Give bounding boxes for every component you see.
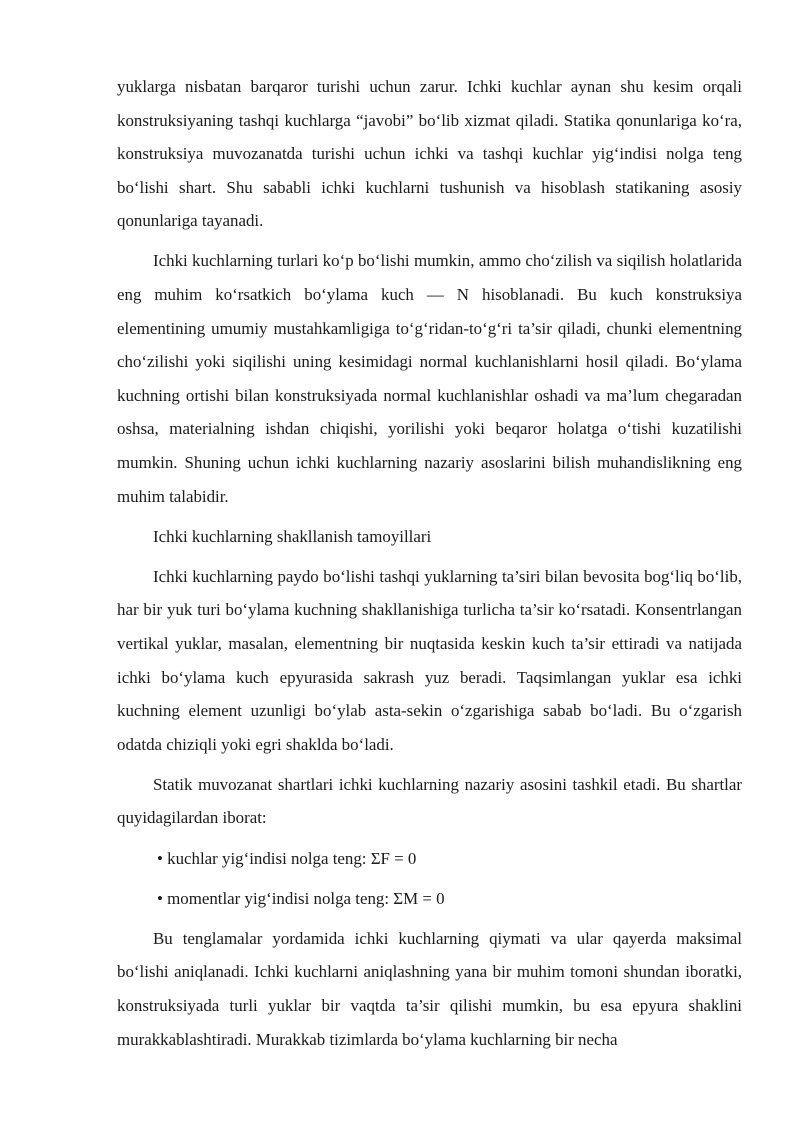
paragraph-load-effects: Ichki kuchlarning paydo bo‘lishi tashqi yuklarning ta’siri bilan bevosita bog‘liq bo‘lib, har bir yuk turi bo‘ylama kuchning shakllanishiga turlicha ta’sir ko‘rsatadi. Konsentrlangan vertikal yuklar, masalan, elementning bir nuqtasida keskin kuch ta’sir ettiradi va natijada ichki bo‘ylama kuch epyurasida sakrash yuz beradi. Taqsimlangan yuklar esa ichki kuchning element uzunligi bo‘ylab asta-sekin o‘zgarishiga sabab bo‘ladi. Bu o‘zgarish odatda chiziqli yoki egri shaklda bo‘ladi.: [117, 566, 742, 754]
bullet-force-sum: • kuchlar yig‘indisi nolga teng: ΣF = 0: [157, 848, 417, 868]
bullet-moment-sum: • momentlar yig‘indisi nolga teng: ΣM = 0: [157, 888, 445, 908]
paragraph-equilibrium-conditions: Statik muvozanat shartlari ichki kuchlarning nazariy asosini tashkil etadi. Bu shartlar quyidagilardan iborat:: [117, 774, 742, 828]
paragraph-internal-force-types: Ichki kuchlarning turlari ko‘p bo‘lishi mumkin, ammo cho‘zilish va siqilish holatlarida eng muhim ko‘rsatkich bo‘ylama kuch — N hisoblanadi. Bu kuch konstruksiya elementining umumiy mustahkamligiga to‘g‘ridan-to‘g‘ri ta’sir qiladi, chunki elementning cho‘zilishi yoki siqilishi uning kesimidagi normal kuchlanishlarni hosil qiladi. Bo‘ylama kuchning ortishi bilan konstruksiyada normal kuchlanishlar oshadi va ma’lum chegaradan oshsa, materialning ishdan chiqishi, yorilishi yoki beqaror holatga o‘tishi kuzatilishi mumkin. Shuning uchun ichki kuchlarning nazariy asoslarini bilish muhandislikning eng muhim talabidir.: [117, 251, 742, 506]
paragraph-equations-usage: Bu tenglamalar yordamida ichki kuchlarning qiymati va ular qayerda maksimal bo‘lishi aniqlanadi. Ichki kuchlarni aniqlashning yana bir muhim tomoni shundan iboratki, konstruksiyada turli yuklar bir vaqtda ta’sir qilishi mumkin, bu esa epyura shaklini murakkablashtiradi. Murakkab tizimlarda bo‘ylama kuchlarning bir necha: [117, 928, 742, 1049]
paragraph-continuation: yuklarga nisbatan barqaror turishi uchun zarur. Ichki kuchlar aynan shu kesim orqali konstruksiyaning tashqi kuchlarga “javobi” bo‘lib xizmat qiladi. Statika qonunlariga ko‘ra, konstruksiya muvozanatda turishi uchun ichki va tashqi kuchlar yig‘indisi nolga teng bo‘lishi shart. Shu sababli ichki kuchlarni tushunish va hisoblash statikaning asosiy qonunlariga tayanadi.: [117, 77, 742, 231]
section-heading: Ichki kuchlarning shakllanish tamoyillari: [153, 526, 432, 546]
